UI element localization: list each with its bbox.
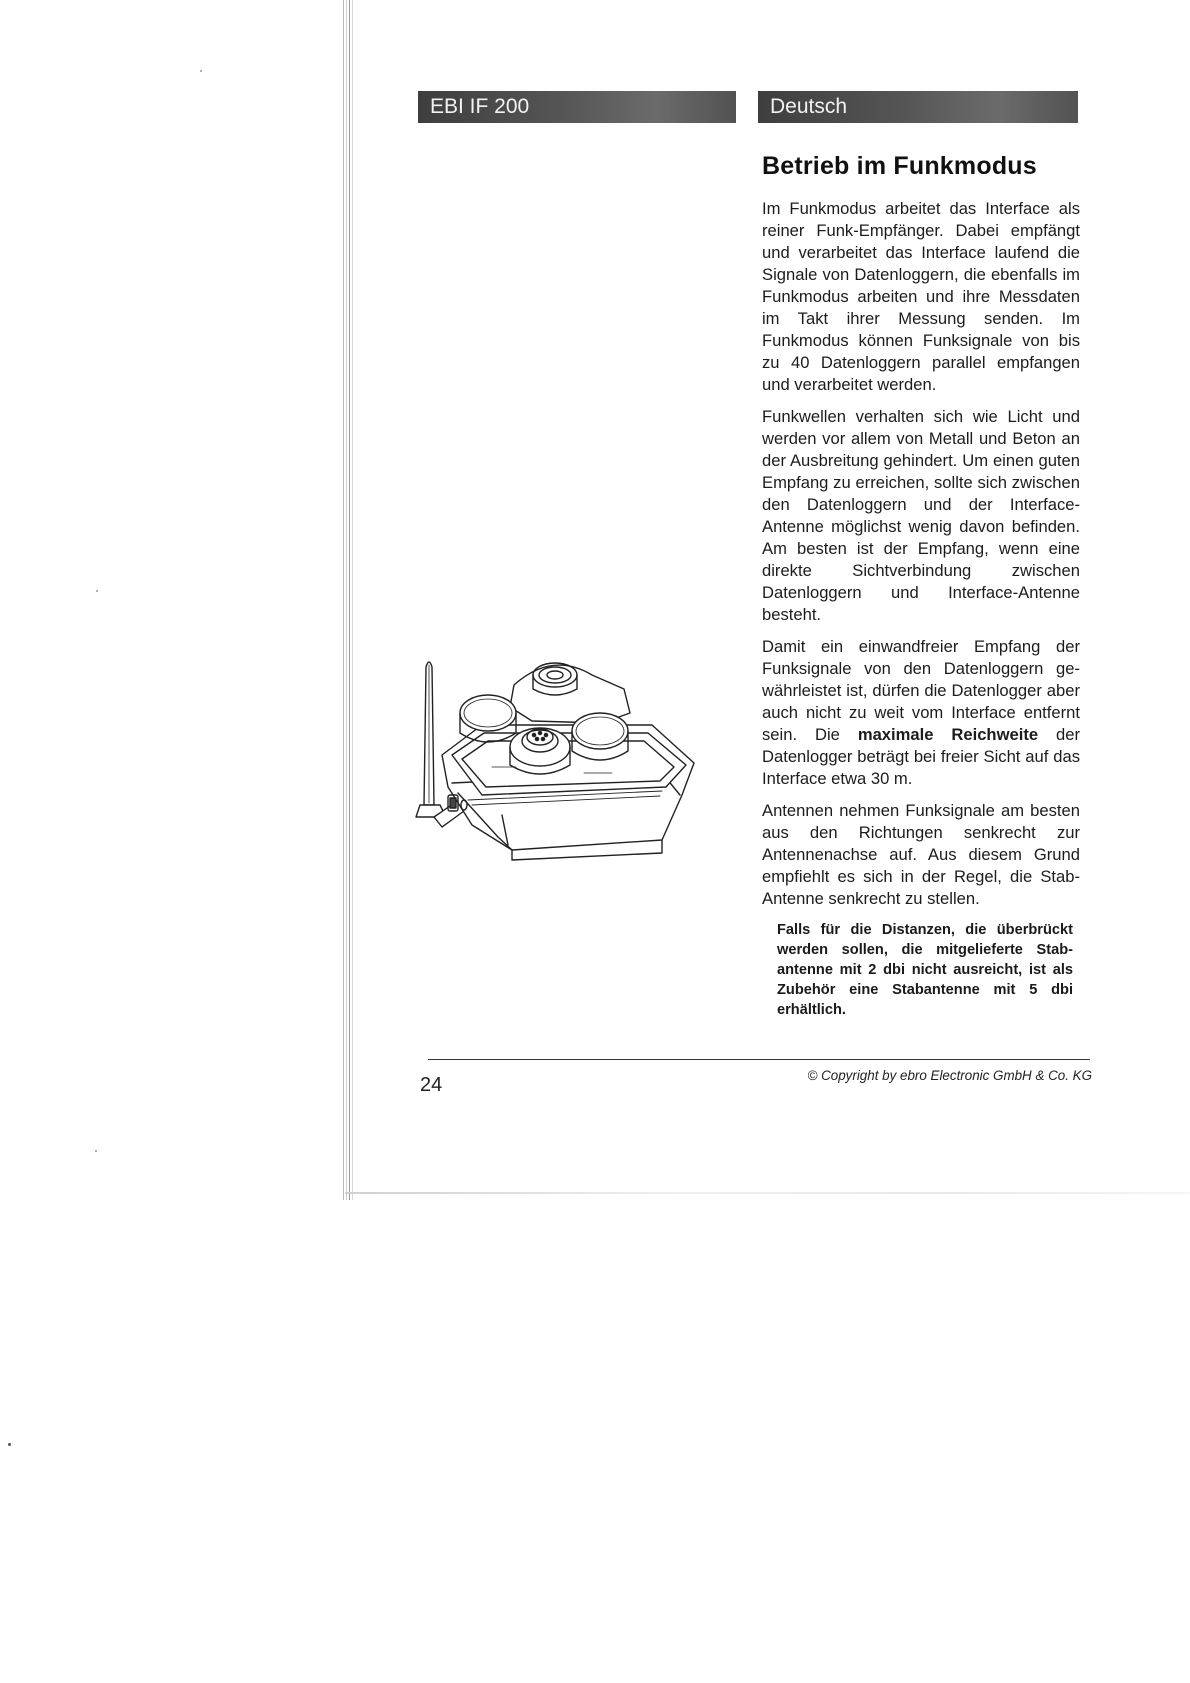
range-text-end: der Datenlogger beträgt bei freier Sicht auf das Interface etwa 30 m. (762, 725, 1080, 788)
product-name: EBI IF 200 (430, 95, 530, 118)
footer-rule (428, 1059, 1090, 1060)
range-text-start: Damit ein einwandfreier Empfang der Funksignale von den Datenloggern gewährleistet ist, dürfen die Datenlogger aber auch nicht zu weit vom Interface entfernt sein. Die (762, 637, 1080, 744)
interface-device-illustration (412, 655, 742, 867)
scan-edge-line (345, 1192, 1190, 1194)
scan-speck (96, 590, 98, 592)
product-header (418, 91, 736, 123)
language-header (758, 91, 1078, 123)
paragraph-max-range (762, 636, 1080, 790)
paragraph-antenna: Antennen nehmen Funksignale am besten aus den Richtungen senkrecht zur Antennenachse auf. Aus diesem Grund empfiehlt es sich in der Regel, die Stab-Antenne senkrecht zu stellen. (762, 801, 1080, 908)
body-text (762, 198, 1080, 920)
section-title: Betrieb im Funkmodus (762, 152, 1037, 180)
scan-binding-edge (343, 0, 355, 1200)
accessory-note: Falls für die Distanzen, die überbrückt werden sollen, die mitgelieferte Stabantenne mit 2 dbi nicht ausreicht, ist als Zubehör eine Stabantenne mit 5 dbi erhältlich. (777, 922, 1073, 1018)
scan-speck (95, 1150, 97, 1152)
scan-speck (200, 70, 202, 72)
scan-speck (8, 1443, 11, 1446)
page-number: 24 (420, 1074, 443, 1096)
range-emphasis: maximale Reichweite (857, 725, 1039, 744)
paragraph-radio-mode: Im Funkmodus arbeitet das Interface als reiner Funk-Empfänger. Dabei empfängt und verarbeitet das Interface laufend die Signale von Datenloggern, die ebenfalls im Funkmodus arbeiten und ihre Messdaten im Takt ihrer Messung senden. Im Funkmodus können Funksignale von bis zu 40 Datenloggern parallel empfangen und verarbeitet werden. (762, 199, 1080, 394)
paragraph-radio-waves: Funkwellen verhalten sich wie Licht und werden vor allem von Metall und Beton an der Ausbreitung gehindert. Um einen guten Empfang zu erreichen, sollte sich zwischen den Datenloggern und der Interface-Antenne möglichst wenig davon befinden. Am besten ist der Empfang, wenn eine direkte Sichtverbindung zwischen Datenloggern und Interface-Antenne besteht. (762, 407, 1080, 624)
copyright-notice: © Copyright by ebro Electronic GmbH & Co. KG (807, 1068, 1092, 1083)
language-label: Deutsch (770, 95, 848, 118)
